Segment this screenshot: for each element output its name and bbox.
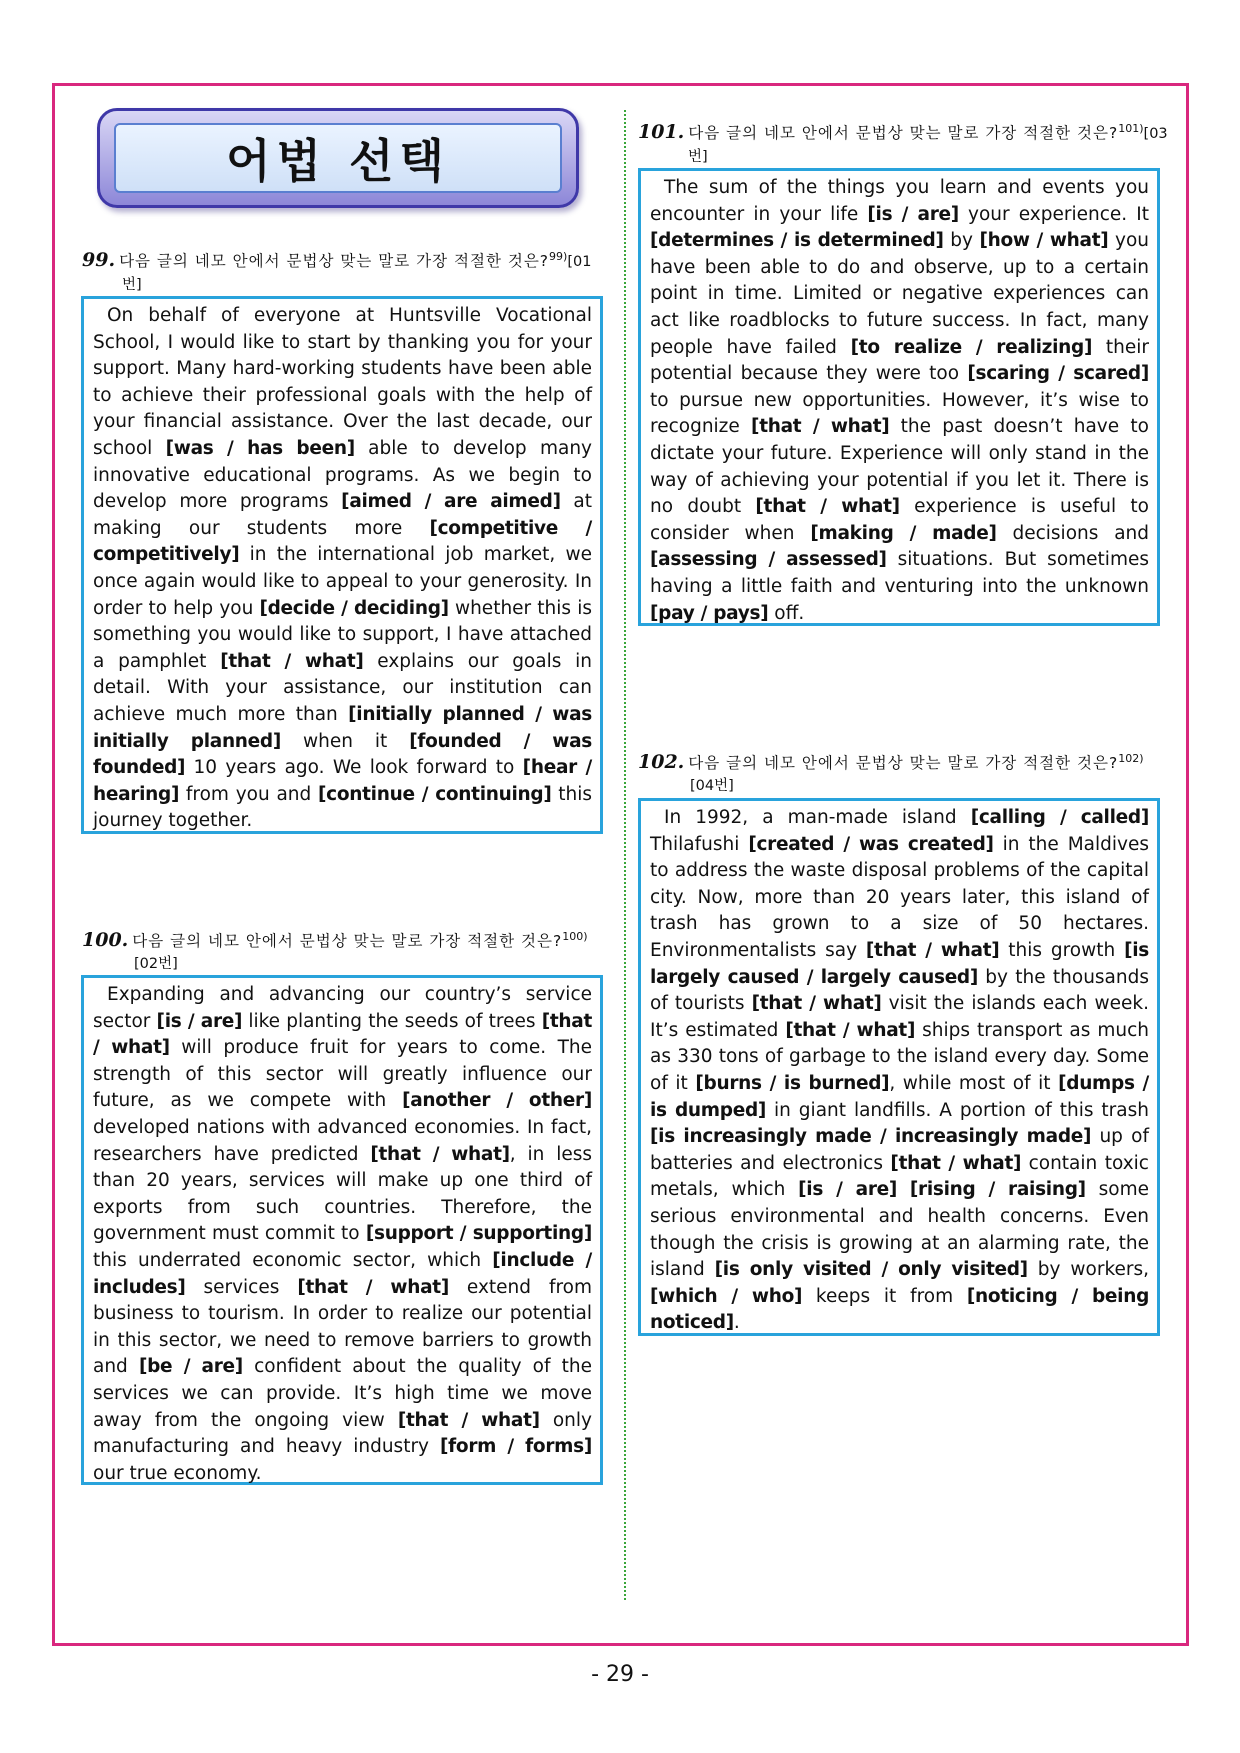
grammar-choice: [include / includes] — [93, 1249, 593, 1298]
passage-box — [81, 296, 603, 834]
grammar-choice: [that / what] — [93, 1010, 592, 1059]
grammar-choice: [aimed / are aimed] — [341, 491, 561, 513]
grammar-choice: [which / who] — [650, 1285, 803, 1307]
grammar-choice: [is largely caused / largely caused] — [650, 939, 1149, 988]
grammar-choice: [that / what] — [751, 993, 882, 1015]
grammar-choice: [assessing / assessed] — [650, 549, 887, 571]
question-header — [638, 118, 1168, 168]
grammar-choice: [is / are] — [156, 1010, 243, 1032]
question-prompt: 다음 글의 네모 안에서 문법상 맞는 말로 가장 적절한 것은? — [688, 754, 1119, 773]
grammar-choice: [scaring / scared] — [967, 363, 1149, 385]
question-header — [638, 748, 1168, 797]
grammar-choice: [how / what] — [979, 230, 1109, 252]
passage-box — [81, 975, 603, 1485]
grammar-choice: [that / what] — [755, 496, 900, 518]
section-banner — [97, 108, 579, 208]
grammar-choice: [that / what] — [370, 1143, 510, 1165]
passage-text: On behalf of everyone at Huntsville Vocational School, I would like to start by thanking you for your support. Many hard-working students have been able to achieve their professional goals with the help of your financial assistance. Over the last decade, our school [was / has been] able to develop many innovative educational programs. As we begin to develop more programs [aimed / are aimed] at making our students more [competitive / competitively] in the international job market, we once again would like to appeal to your generosity. In order to help you [decide / deciding] whether this is something you would like to support, I have attached a pamphlet [that / what] explains our goals in detail. With your assistance, our institution can achieve much more than [initially planned / was initially planned] when it [founded / was founded] 10 years ago. We look forward to [hear / hearing] from you and [continue / continuing] this journey together. — [93, 305, 593, 832]
grammar-choice: [be / are] — [138, 1356, 243, 1378]
grammar-choice: [that / what] — [297, 1276, 449, 1298]
question-code-cont: 번] — [122, 277, 142, 294]
grammar-choice: [to realize / realizing] — [850, 336, 1093, 358]
grammar-choice: [is / are] — [867, 203, 959, 225]
question-ref: 99) — [549, 250, 568, 263]
question-number: 102. — [638, 751, 685, 774]
grammar-choice: [determines / is determined] — [650, 230, 944, 252]
question-prompt: 다음 글의 네모 안에서 문법상 맞는 말로 가장 적절한 것은? — [132, 932, 563, 951]
passage-text: In 1992, a man-made island [calling / called] Thilafushi [created / was created] in the Maldives to address the waste disposal problems of the capital city. Now, more than 20 years later, this island of trash has grown to a size of 50 hectares. Environmentalists say [that / what] this growth [is largely caused / largely caused] by the thousands of tourists [that / what] visit the islands each week. It’s estimated [that / what] ships transport as much as 330 tons of garbage to the island every day. Some of it [burns / is burned], while most of it [dumps / is dumped] in giant landfills. A portion of this trash [is increasingly made / increasingly made] up of batteries and electronics [that / what] contain toxic metals, which [is / are] [rising / raising] some serious environmental and health concerns. Even though the crisis is growing at an alarming rate, the island [is only visited / only visited] by workers, [which / who] keeps it from [noticing / being noticed]. — [650, 807, 1150, 1334]
passage-box — [638, 798, 1160, 1336]
grammar-choice: [form / forms] — [440, 1436, 592, 1458]
grammar-choice: [another / other] — [402, 1090, 592, 1112]
passage-text: Expanding and advancing our country’s service sector [is / are] like planting the seeds of trees [that / what] will produce fruit for years to come. The strength of this sector will greatly influence our future, as we compete with [another / other] developed nations with advanced economies. In fact, researchers have predicted [that / what], in less than 20 years, services will make up one third of exports from such countries. Therefore, the government must commit to [support / supporting] this underrated economic sector, which [include / includes] services [that / what] extend from business to tourism. In order to realize our potential in this sector, we need to remove barriers to growth and [be / are] confident about the quality of the services we can provide. It’s high time we move away from the ongoing view [that / what] only manufacturing and heavy industry [form / forms] our true economy. — [93, 984, 593, 1484]
grammar-choice: [rising / raising] — [909, 1179, 1086, 1201]
grammar-choice: [that / what] — [890, 1152, 1022, 1174]
section-title: 어법 선택 — [226, 134, 450, 188]
question-ref: 100) — [562, 930, 588, 943]
grammar-choice: [initially planned / was initially planned] — [93, 703, 592, 752]
grammar-choice: [support / supporting] — [365, 1223, 592, 1245]
question-code: [02번] — [134, 956, 178, 973]
grammar-choice: [making / made] — [810, 522, 997, 544]
grammar-choice: [competitive / competitively] — [93, 517, 592, 566]
passage-box — [638, 168, 1160, 626]
grammar-choice: [calling / called] — [970, 807, 1149, 828]
question-number: 101. — [638, 121, 685, 144]
grammar-choice: [that / what] — [397, 1409, 540, 1431]
grammar-choice: [that / what] — [751, 416, 890, 438]
grammar-choice: [is increasingly made / increasingly made] — [650, 1126, 1092, 1148]
question-number: 100. — [82, 929, 129, 952]
grammar-choice: [created / was created] — [748, 833, 994, 855]
grammar-choice: [founded / was founded] — [93, 730, 592, 779]
question-code-cont: 번] — [688, 149, 708, 166]
question-header — [82, 926, 612, 975]
question-prompt: 다음 글의 네모 안에서 문법상 맞는 말로 가장 적절한 것은? — [688, 124, 1119, 143]
passage-text: The sum of the things you learn and events you encounter in your life [is / are] your experience. It [determines / is determined] by [how / what] you have been able to do and observe, up to a certain point in time. Limited or negative experiences can act like roadblocks to future success. In fact, many people have failed [to realize / realizing] their potential because they were too [scaring / scared] to pursue new opportunities. However, it’s wise to recognize [that / what] the past doesn’t have to dictate your future. Experience will only stand in the way of achieving your potential if you let it. There is no doubt [that / what] experience is useful to consider when [making / made] decisions and [assessing / assessed] situations. But sometimes having a little faith and venturing into the unknown [pay / pays] off. — [650, 177, 1150, 624]
grammar-choice: [is / are] — [798, 1179, 898, 1201]
grammar-choice: [was / has been] — [165, 437, 355, 459]
question-number: 99. — [82, 249, 116, 272]
grammar-choice: [noticing / being noticed] — [650, 1285, 1150, 1334]
page-number: - 29 - — [591, 1662, 649, 1687]
grammar-choice: [that / what] — [865, 939, 1000, 961]
section-banner-inner — [114, 123, 562, 193]
question-ref: 102) — [1118, 752, 1144, 765]
grammar-choice: [hear / hearing] — [93, 757, 592, 805]
grammar-choice: [pay / pays] — [650, 602, 769, 624]
question-code: [01 — [567, 254, 592, 271]
question-code: [03 — [1143, 126, 1168, 143]
grammar-choice: [that / what] — [785, 1019, 916, 1041]
column-divider — [624, 110, 626, 1600]
grammar-choice: [dumps / is dumped] — [650, 1072, 1149, 1121]
grammar-choice: [burns / is burned] — [695, 1072, 890, 1094]
question-code: [04번] — [690, 778, 734, 795]
grammar-choice: [is only visited / only visited] — [714, 1259, 1028, 1281]
question-header — [82, 246, 612, 296]
grammar-choice: [continue / continuing] — [318, 783, 552, 805]
grammar-choice: [decide / deciding] — [259, 597, 449, 619]
question-prompt: 다음 글의 네모 안에서 문법상 맞는 말로 가장 적절한 것은? — [119, 252, 550, 271]
grammar-choice: [that / what] — [220, 650, 364, 672]
question-ref: 101) — [1118, 122, 1144, 135]
